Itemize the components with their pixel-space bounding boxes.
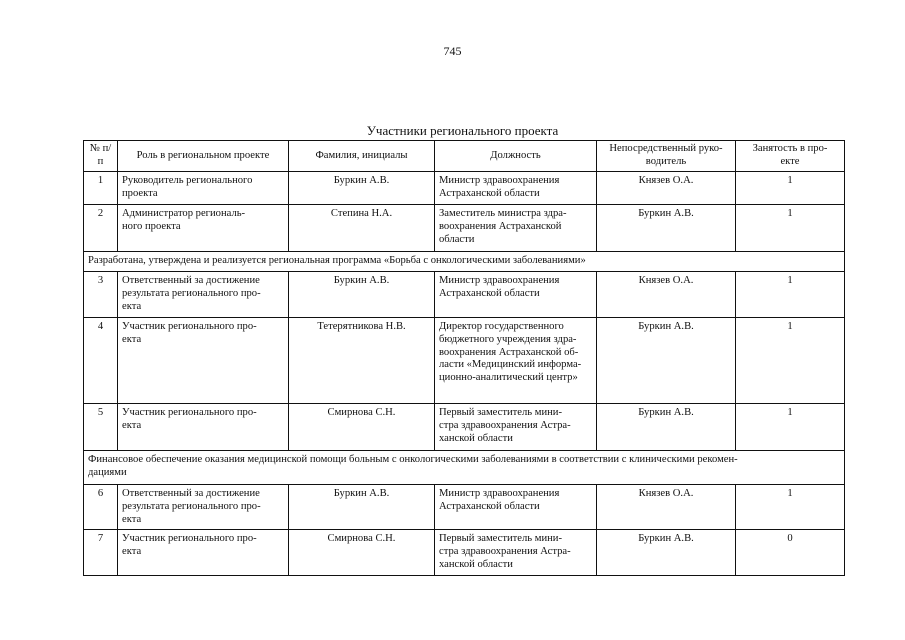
table-row (84, 318, 845, 404)
header-role: Роль в региональном проекте (118, 141, 289, 172)
row-supervisor: Князев О.А. (597, 485, 736, 530)
row-workload: 1 (736, 485, 845, 530)
row-position: Заместитель министра здра- воохранения Астраханской области (435, 205, 597, 252)
header-name: Фамилия, инициалы (289, 141, 435, 172)
participants-table (83, 140, 845, 576)
row-number: 6 (84, 485, 118, 530)
row-workload: 1 (736, 272, 845, 318)
header-supervisor: Непосредственный руко- водитель (597, 141, 736, 172)
table-row (84, 272, 845, 318)
section-row (84, 451, 845, 485)
row-role: Руководитель регионального проекта (118, 172, 289, 205)
row-position: Первый заместитель мини- стра здравоохранения Астра- ханской области (435, 404, 597, 451)
table-row (84, 404, 845, 451)
row-supervisor: Буркин А.В. (597, 205, 736, 252)
row-number: 2 (84, 205, 118, 252)
table-row (84, 485, 845, 530)
page-number: 745 (443, 44, 462, 58)
row-supervisor: Буркин А.В. (597, 318, 736, 404)
header-workload: Занятость в про- екте (736, 141, 845, 172)
row-workload: 1 (736, 205, 845, 252)
row-role: Участник регионального про- екта (118, 404, 289, 451)
row-role: Участник регионального про- екта (118, 318, 289, 404)
row-name: Буркин А.В. (289, 172, 435, 205)
table-header-row (84, 141, 845, 172)
row-name: Буркин А.В. (289, 272, 435, 318)
row-workload: 1 (736, 318, 845, 404)
row-supervisor: Князев О.А. (597, 272, 736, 318)
section-heading: Финансовое обеспечение оказания медицинской помощи больным с онкологическими заболеваниями в соответствии с клиническими рекомен- дациями (84, 451, 845, 485)
row-position: Министр здравоохранения Астраханской области (435, 172, 597, 205)
header-position: Должность (435, 141, 597, 172)
table-row (84, 205, 845, 252)
row-role: Ответственный за достижение результата регионального про- екта (118, 485, 289, 530)
table-row (84, 172, 845, 205)
row-workload: 0 (736, 530, 845, 575)
row-position: Директор государственного бюджетного учреждения здра- воохранения Астраханской об- ласти «Медицинский информа- ционно-аналитический центр» (435, 318, 597, 404)
row-number: 5 (84, 404, 118, 451)
section-row (84, 252, 845, 272)
row-name: Смирнова С.Н. (289, 404, 435, 451)
header-num: № п/п (84, 141, 118, 172)
row-workload: 1 (736, 404, 845, 451)
row-position: Министр здравоохранения Астраханской области (435, 272, 597, 318)
row-name: Буркин А.В. (289, 485, 435, 530)
table-row (84, 530, 845, 575)
row-number: 1 (84, 172, 118, 205)
row-name: Тетерятникова Н.В. (289, 318, 435, 404)
row-supervisor: Князев О.А. (597, 172, 736, 205)
row-number: 4 (84, 318, 118, 404)
row-name: Смирнова С.Н. (289, 530, 435, 575)
row-position: Первый заместитель мини- стра здравоохранения Астра- ханской области (435, 530, 597, 575)
row-number: 3 (84, 272, 118, 318)
row-name: Степина Н.А. (289, 205, 435, 252)
section-heading: Разработана, утверждена и реализуется региональная программа «Борьба с онкологическими заболеваниями» (84, 252, 845, 272)
row-supervisor: Буркин А.В. (597, 404, 736, 451)
row-supervisor: Буркин А.В. (597, 530, 736, 575)
row-workload: 1 (736, 172, 845, 205)
row-position: Министр здравоохранения Астраханской области (435, 485, 597, 530)
table-title: Участники регионального проекта (366, 123, 559, 138)
row-role: Ответственный за достижение результата регионального про- екта (118, 272, 289, 318)
row-number: 7 (84, 530, 118, 575)
row-role: Участник регионального про- екта (118, 530, 289, 575)
row-role: Администратор региональ- ного проекта (118, 205, 289, 252)
